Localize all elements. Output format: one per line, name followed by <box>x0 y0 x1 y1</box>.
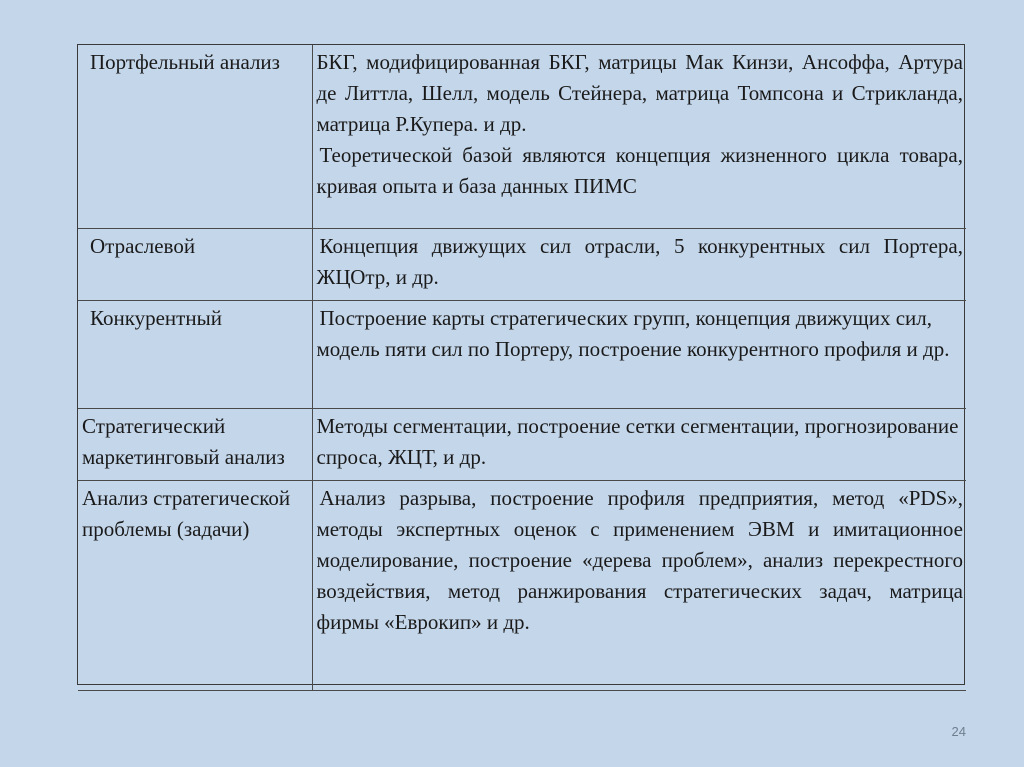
methods-grid <box>78 45 966 691</box>
table-row <box>78 300 966 408</box>
analysis-type-label: Портфельный анализ <box>90 50 280 74</box>
table-row <box>78 480 966 690</box>
analysis-type-cell <box>78 408 312 480</box>
analysis-type-cell <box>78 45 312 228</box>
page-number: 24 <box>951 724 966 739</box>
methods-paragraph: Методы сегментации, построение сетки сегментации, прогнозирование спроса, ЖЦТ, и др. <box>316 413 959 469</box>
analysis-type-cell <box>78 480 312 690</box>
methods-paragraph: Анализ разрыва, построение профиля предприятия, метод «PDS», методы экспертных оценок с применением ЭВМ и имитационное моделирование, построение «дерева проблем», анализ перекрестного воздействия, метод ранжирования стратегических задач, матрица фирмы «Еврокип» и др. <box>316 485 963 634</box>
table-row <box>78 45 966 228</box>
analysis-type-label: Анализ стратегической проблемы (задачи) <box>82 485 291 541</box>
analysis-type-cell <box>78 228 312 300</box>
analysis-methods-table <box>77 44 965 685</box>
methods-cell <box>312 228 966 300</box>
methods-paragraph: Построение карты стратегических групп, концепция движущих сил, модель пяти сил по Портеру, построение конкурентного профиля и др. <box>316 305 950 361</box>
methods-cell <box>312 408 966 480</box>
table-row <box>78 408 966 480</box>
table-row <box>78 228 966 300</box>
methods-paragraph: Теоретической базой являются концепция жизненного цикла товара, кривая опыта и база данных ПИМС <box>316 143 963 198</box>
methods-cell <box>312 45 966 228</box>
analysis-type-label: Отраслевой <box>90 233 196 258</box>
methods-paragraph: БКГ, модифицированная БКГ, матрицы Мак Кинзи, Ансоффа, Артура де Литтла, Шелл, модель Стейнера, матрица Томпсона и Стрикланда, матрица Р.Купера. и др. <box>316 50 963 136</box>
methods-paragraph: Концепция движущих сил отрасли, 5 конкурентных сил Портера, ЖЦОтр, и др. <box>316 233 963 289</box>
methods-cell <box>312 480 966 690</box>
methods-cell <box>312 300 966 408</box>
analysis-type-label: Стратегический маркетинговый анализ <box>82 413 285 469</box>
analysis-type-label: Конкурентный <box>90 305 222 330</box>
analysis-type-cell <box>78 300 312 408</box>
